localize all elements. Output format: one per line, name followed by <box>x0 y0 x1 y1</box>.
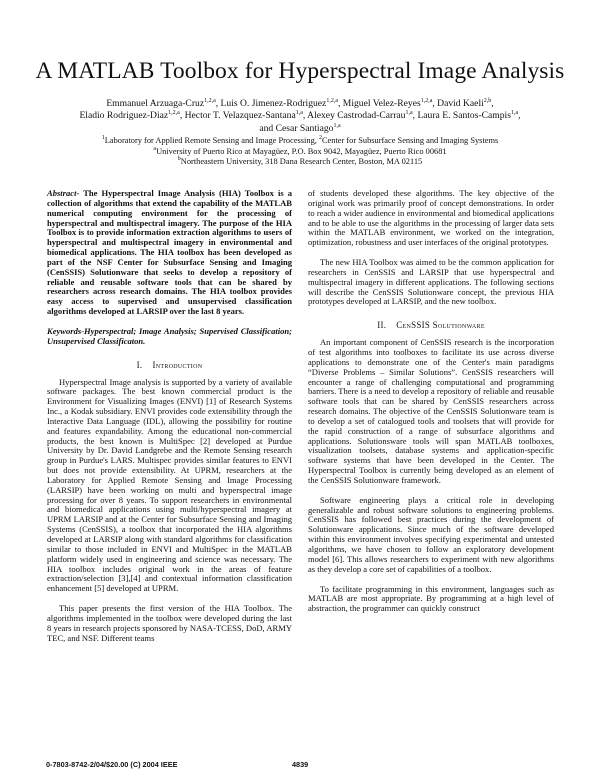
left-column <box>47 189 292 643</box>
affiliations <box>40 136 560 168</box>
author-list <box>40 98 560 135</box>
intro-paragraph-2: This paper presents the first version of the HIA Toolbox. The algorithms implemented in the toolbox were developed during the last 8 years in research projects sponsored by NASA-TCESS, DoD, ARMY TEC, and NSF. Different teams <box>47 603 292 643</box>
affiliation-line-2: $^a$University of Puerto Rico at Mayagüez, P.O. Box 9042, Mayagüez, Puerto Rico 00681 <box>153 145 447 156</box>
intro-paragraph-4: The new HIA Toolbox was aimed to be the common application for researchers in CenSSIS and LARSIP that use hyperspectral and multispectral imagery in different applications. The following sections will describe the CenSSIS Solutionware concept, the previous HIA prototypes developed at LARSIP, and the new toolbox. <box>308 257 554 307</box>
section-heading-censsis: II. CenSSIS Solutionware <box>377 320 485 331</box>
abstract-label: Abstract <box>47 188 77 198</box>
abstract <box>47 189 292 317</box>
section-heading-introduction: I. Introduction <box>136 359 203 370</box>
author-line-1: Emmanuel Arzuaga-Cruz$^{1,2,a}$, Luis O. Jimenez-Rodriguez$^{1,2,a}$, Miguel Velez-Reyes$^{1,2,a}$, David Kaeli$^{2,b}$, <box>106 97 494 109</box>
affiliation-line-3: $^b$Northeastern University, 318 Dana Research Center, Boston, MA 02115 <box>177 156 423 167</box>
abstract-text: - The Hyperspectral Image Analysis (HIA) Toolbox is a collection of algorithms that extend the capability of the MATLAB numerical computing environment for the processing of hyperspectral and multispectral imagery. The purpose of the HIA Toolbox is to provide information extraction algorithms to users of hyperspectral and multispectral imagery in environmental and biomedical applications. The HIA toolbox has been developed as part of the NSF Center for Subsurface Sensing and Imaging (CenSSIS) Solutionware that seeks to develop a repository of reliable and reusable software tools that can be shared by researchers across research domains. The HIA toolbox provides easy access to supervised and unsupervised classification algorithms developed at LARSIP over the last 8 years. <box>47 188 292 317</box>
keywords: Keywords-Hyperspectral; Image Analysis; Supervised Classification; Unsupervised Classificaton. <box>47 325 292 346</box>
page-number: 4839 <box>292 760 309 769</box>
paper-title: A MATLAB Toolbox for Hyperspectral Image Analysis <box>35 58 565 84</box>
intro-paragraph-1: Hyperspectral Image analysis is supported by a variety of available software packages. The best known commercial product is the Environment for Visualizing Images (ENVI) [1] of Research Systems Inc., a Kodak subsidiary. ENVI provides code extensibility through the Interactive Data Language (IDL), allowing the possibility for routine and features expandability. Among the educational non-commercial products, the best known is MultiSpec [2] developed at Purdue University by Dr. David Landgrebe and the Remote Sensing research group in Purdue's LARS. Multispec provides similar features to ENVI but does not provide extensibility. At UPRM, researchers at the Laboratory for Applied Remote Sensing and Image Processing (LARSIP) have been working on multi and hyperspectral image processing for over 8 years. To support researchers in environmental and biomedical applications using multi/hyperspectral imagery at UPRM LARSIP and at the Center for Subsurface Sensing and Imaging Systems (CenSSIS), a toolbox that incorporated the HIA algorithms developed at LARSIP along with standard algorithms for classification similar to those included in ENVI and MultiSpec in the MATLAB platform widely used in engineering and science was necessary. The HIA toolbox includes original work in the areas of feature extraction/selection [3],[4] and contextual information classification enhancement [5] developed at UPRM. <box>47 376 292 594</box>
copyright-notice: 0-7803-8742-2/04/$20.00 (C) 2004 IEEE <box>46 760 178 769</box>
author-line-2: Eladio Rodriguez-Diaz$^{1,2,a}$, Hector T. Velazquez-Santana$^{1,a}$, Alexey Castrodad-Carrau$^{1,a}$, Laura E. Santos-Campis$^{1,a}$, <box>79 110 521 122</box>
right-column <box>308 189 554 614</box>
censsis-paragraph-2: Software engineering plays a critical role in developing generalizable and robust software solutions to engineering problems. CenSSIS has followed best practices during the development of Solutionware applications. Since much of the software developed within this environment involves specifying experimental and untested algorithms, we have chosen to follow an exploratory development model [6]. This allows researchers to experiment with new algorithms as they develop a core set of capabilities of a toolbox. <box>308 494 554 574</box>
author-line-3: and Cesar Santiago$^{1,a}$ <box>259 122 341 134</box>
intro-paragraph-3: of students developed these algorithms. The key objective of the original work was primarily proof of concept demonstrations. In order to reach a wider audience in environmental and biomedical applications and to be able to use the algorithms in the processing of larger data sets within the MATLAB environment, we worked on the integration, optimization, robustness and user interfaces of the original prototypes. <box>308 188 554 248</box>
censsis-paragraph-1: An important component of CenSSIS research is the incorporation of test algorithms into toolboxes to facilitate its use across diverse applications to demonstrate one of the Center's main paradigms “Diverse Problems – Similar Solutions”. CenSSIS researchers will encounter a range of challenging computational and programming barriers. There is a need to develop a repository of reliable and reusable software tools that can be shared by CenSSIS researchers across research domains. The objective of the CenSSIS Solutionware team is to develop a set of catalogued tools and toolsets that will provide for the rapid construction of a range of subsurface algorithms and applications. Solutionsware tools will span MATLAB toolboxes, visualization toolsets, database systems and application-specific software systems that have been developed in the Center. The Hyperspectral Toolbox is currently being developed as an element of the CenSSIS Solutionware framework. <box>308 337 554 485</box>
censsis-paragraph-3: To facilitate programming in this environment, languages such as MATLAB are most appropriate. By programming at a high level of abstraction, the programmer can quickly construct <box>308 583 554 614</box>
affiliation-line-1: $^1$Laboratory for Applied Remote Sensing and Image Processing, $^2$Center for Subsurface Sensing and Imaging Systems <box>101 135 499 145</box>
